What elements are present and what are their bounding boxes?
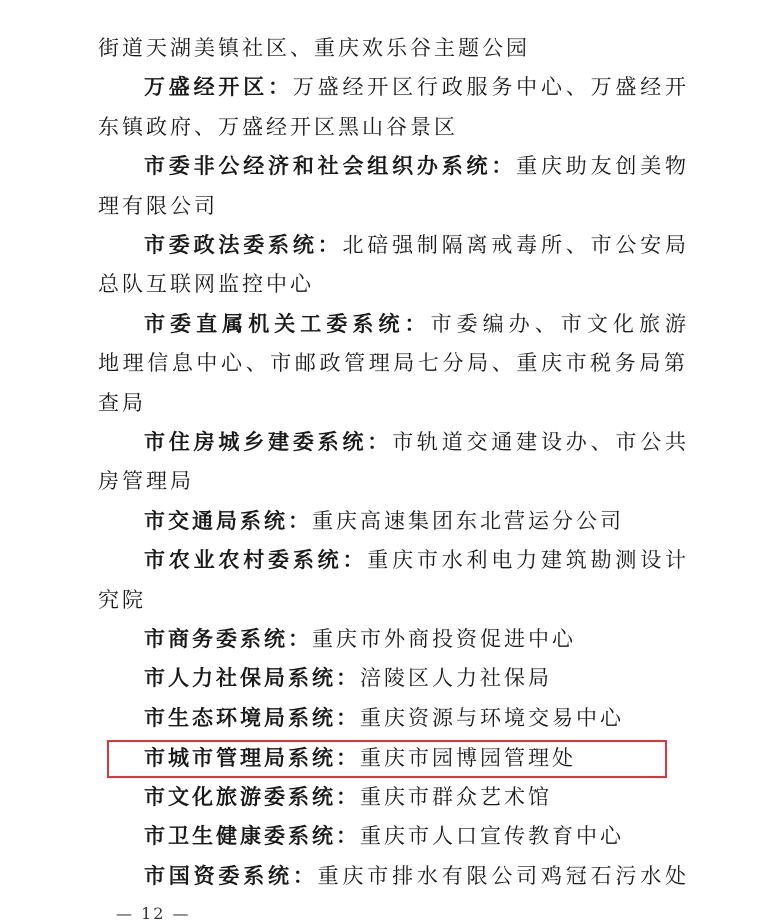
entry-text: 北碚强制隔离戒毒所、市公安局 [342, 233, 689, 257]
text-line [98, 113, 688, 141]
entry-text: 万盛经开区行政服务中心、万盛经开 [292, 75, 689, 99]
entry-chengshi-highlighted [144, 744, 689, 772]
line-text: 东镇政府、万盛经开区黑山谷景区 [98, 115, 458, 139]
entry-renli [144, 664, 689, 692]
entry-label: 市农业农村委系统： [144, 547, 368, 572]
entry-text: 重庆市人口宣传教育中心 [360, 824, 624, 848]
entry-zhengfa [144, 231, 689, 259]
entry-text: 市委编办、市文化旅游 [430, 312, 689, 336]
line-text: 总队互联网监控中心 [98, 272, 314, 296]
entry-zhufang [144, 428, 689, 456]
text-line [98, 192, 688, 220]
entry-label: 市国资委系统： [144, 863, 318, 888]
entry-feigong [144, 152, 689, 180]
entry-text: 重庆资源与环境交易中心 [360, 706, 624, 730]
entry-label: 万盛经开区： [144, 74, 293, 99]
entry-shangwu [144, 625, 689, 653]
entry-text: 重庆市外商投资促进中心 [312, 627, 576, 651]
line-text: 究院 [98, 588, 146, 612]
entry-label: 市生态环境局系统： [144, 705, 360, 730]
text-line [98, 34, 688, 62]
entry-text: 重庆助友创美物 [516, 154, 689, 178]
text-line [98, 586, 688, 614]
entry-text: 重庆市排水有限公司鸡冠石污水处 [317, 864, 689, 888]
entry-text: 市轨道交通建设办、市公共 [392, 430, 689, 454]
entry-label: 市交通局系统： [144, 508, 312, 533]
entry-label: 市委非公经济和社会组织办系统： [144, 153, 517, 178]
line-text: 街道天湖美镇社区、重庆欢乐谷主题公园 [98, 36, 530, 60]
entry-text: 涪陵区人力社保局 [360, 666, 552, 690]
entry-wenhua [144, 783, 689, 811]
entry-wansheng [144, 73, 689, 101]
line-text: 房管理局 [98, 469, 194, 493]
entry-weisheng [144, 822, 689, 850]
text-line [98, 349, 688, 377]
entry-label: 市城市管理局系统： [144, 745, 360, 770]
entry-label: 市住房城乡建委系统： [144, 429, 393, 454]
entry-jiguan [144, 310, 689, 338]
entry-label: 市商务委系统： [144, 626, 312, 651]
entry-label: 市人力社保局系统： [144, 665, 360, 690]
entry-label: 市委政法委系统： [144, 232, 343, 257]
entry-nongye [144, 546, 689, 574]
line-text: 理有限公司 [98, 194, 218, 218]
entry-text: 重庆市群众艺术馆 [360, 785, 552, 809]
entry-shengtai [144, 704, 689, 732]
entry-guozi [144, 862, 689, 890]
text-line [98, 389, 688, 417]
entry-jiaotong [144, 507, 689, 535]
line-text: 查局 [98, 391, 146, 415]
entry-text: 重庆市园博园管理处 [360, 746, 576, 770]
page-number: — 12 — [116, 904, 191, 923]
entry-label: 市卫生健康委系统： [144, 823, 360, 848]
line-text: 地理信息中心、市邮政管理局七分局、重庆市税务局第 [98, 351, 688, 375]
entry-text: 重庆高速集团东北营运分公司 [312, 509, 624, 533]
entry-text: 重庆市水利电力建筑勘测设计 [367, 548, 689, 572]
text-line [98, 270, 688, 298]
entry-label: 市委直属机关工委系统： [144, 311, 431, 336]
entry-label: 市文化旅游委系统： [144, 784, 360, 809]
text-line [98, 467, 688, 495]
